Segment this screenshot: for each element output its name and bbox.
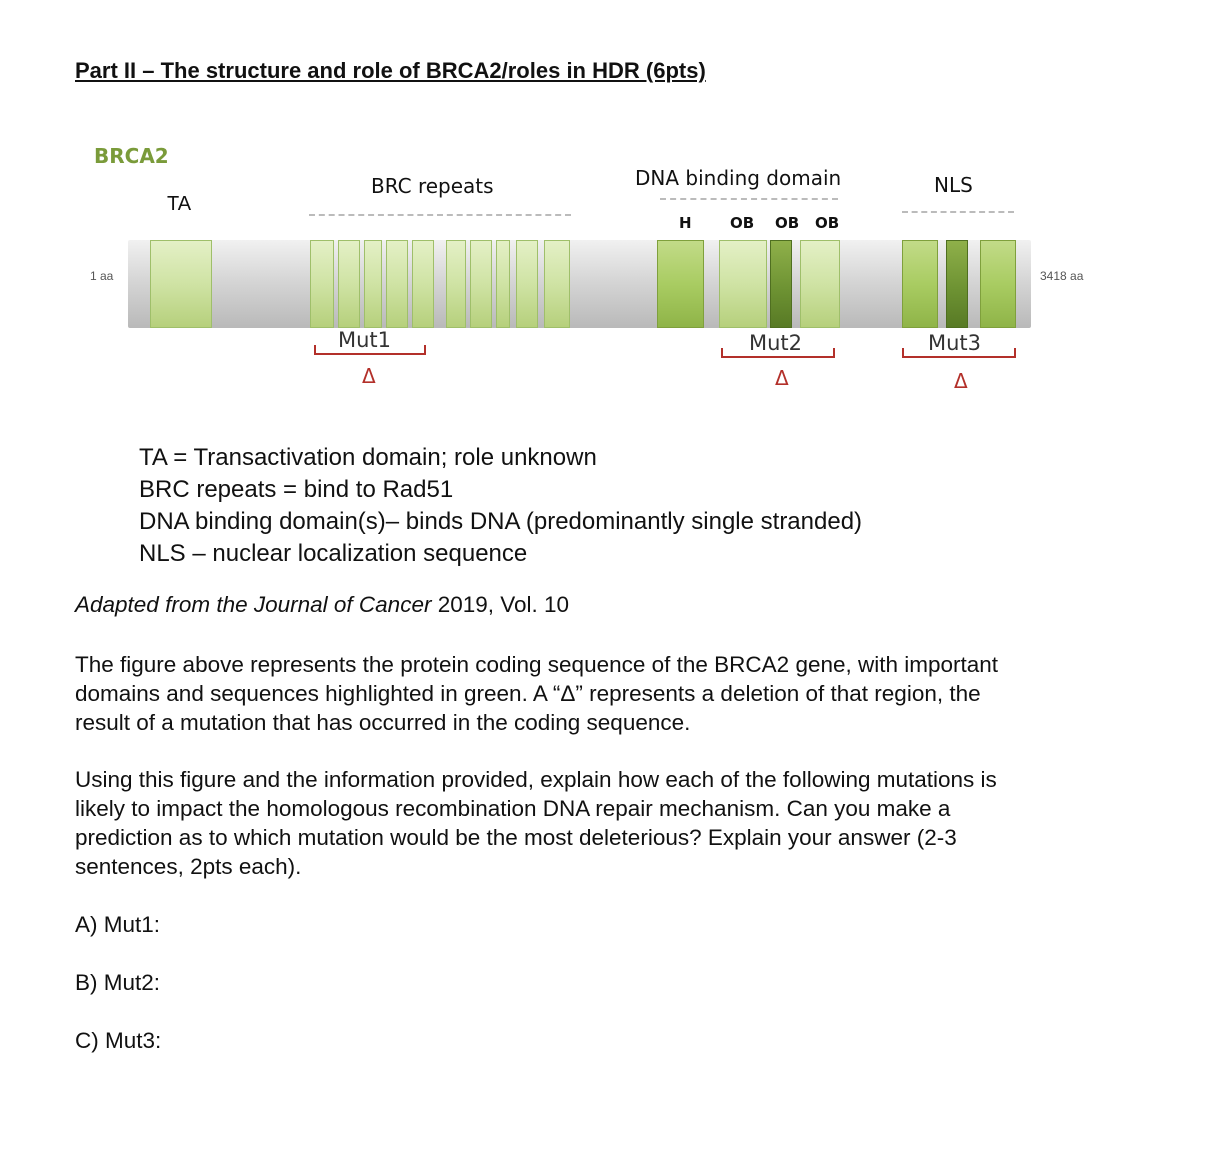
ob-fold-box	[719, 240, 767, 328]
brc-repeat-box	[364, 240, 382, 328]
legend-line: BRC repeats = bind to Rad51	[139, 476, 454, 503]
source-citation	[75, 592, 569, 618]
brc-repeat-box	[338, 240, 360, 328]
question-c: C) Mut3:	[75, 1028, 162, 1053]
nls-label: NLS	[934, 173, 973, 197]
protein-label: BRCA2	[94, 144, 169, 168]
brc-repeat-box	[310, 240, 334, 328]
dna-binding-label: DNA binding domain	[635, 166, 842, 190]
ob-label: OB	[775, 214, 800, 232]
helical-label: H	[679, 214, 692, 232]
paragraph-line: prediction as to which mutation would be the most deleterious? Explain your answer (2-3	[75, 825, 957, 850]
nls-box	[946, 240, 968, 328]
brc-repeat-box	[412, 240, 434, 328]
ta-domain-box	[150, 240, 212, 328]
legend-line: DNA binding domain(s)– binds DNA (predominantly single stranded)	[139, 508, 863, 535]
mut3-delta: Δ	[954, 369, 968, 393]
mut1-delta: Δ	[362, 364, 376, 388]
nls-dash-line	[902, 211, 1014, 213]
ob-fold-box	[770, 240, 792, 328]
brc-repeat-box	[470, 240, 492, 328]
paragraph-line: Using this figure and the information provided, explain how each of the following mutations is	[75, 767, 997, 792]
protein-bar	[128, 240, 1031, 328]
paragraph-line: sentences, 2pts each).	[75, 854, 302, 879]
brc-repeat-box	[496, 240, 510, 328]
nls-box	[980, 240, 1016, 328]
start-aa-label: 1 aa	[90, 269, 114, 283]
ob-label: OB	[815, 214, 840, 232]
mut3-label: Mut3	[925, 331, 984, 355]
brc-repeat-box	[386, 240, 408, 328]
brc-repeat-box	[516, 240, 538, 328]
legend-line: TA = Transactivation domain; role unknown	[139, 444, 597, 471]
mut2-label: Mut2	[746, 331, 805, 355]
ta-label: TA	[167, 193, 192, 215]
paragraph-line: likely to impact the homologous recombination DNA repair mechanism. Can you make a	[75, 796, 951, 821]
ob-fold-box	[800, 240, 840, 328]
brc-dash-line	[309, 214, 571, 216]
brc-repeat-box	[544, 240, 570, 328]
nls-box	[902, 240, 938, 328]
paragraph-line: result of a mutation that has occurred in the coding sequence.	[75, 710, 691, 735]
ob-label: OB	[730, 214, 755, 232]
legend-line: NLS – nuclear localization sequence	[139, 540, 528, 567]
journal-year: 2019, Vol. 10	[431, 592, 570, 617]
end-aa-label: 3418 aa	[1040, 269, 1084, 283]
brc-repeats-label: BRC repeats	[371, 174, 494, 198]
mut2-delta: Δ	[775, 366, 789, 390]
paragraph-line: The figure above represents the protein coding sequence of the BRCA2 gene, with important	[75, 652, 999, 677]
mut1-label: Mut1	[335, 328, 394, 352]
brc-repeat-box	[446, 240, 466, 328]
paragraph-line: domains and sequences highlighted in green. A “Δ” represents a deletion of that region, the	[75, 681, 981, 706]
page-title: Part II – The structure and role of BRCA2/roles in HDR (6pts)	[75, 58, 706, 83]
journal-name: Adapted from the Journal of Cancer	[75, 592, 432, 617]
helical-domain-box	[657, 240, 704, 328]
question-b: B) Mut2:	[75, 970, 161, 995]
question-a: A) Mut1:	[75, 912, 161, 937]
dna-dash-line	[660, 198, 838, 200]
